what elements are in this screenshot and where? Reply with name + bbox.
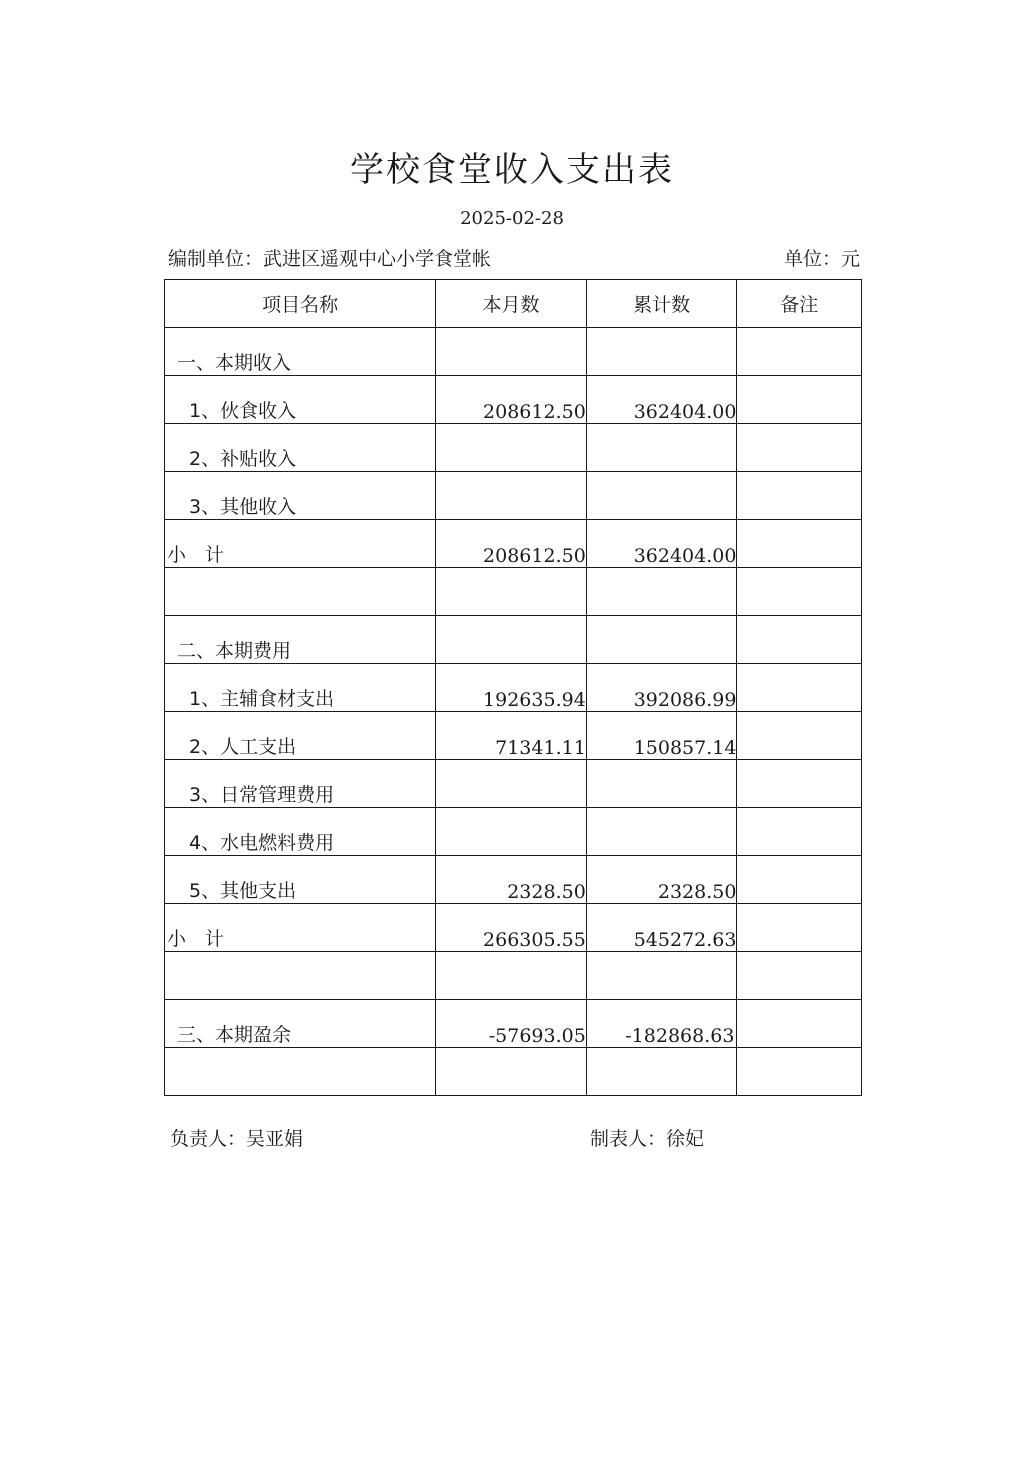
row-name-cell: 3、其他收入 bbox=[165, 472, 436, 520]
org-label: 编制单位： bbox=[168, 248, 264, 270]
responsible-name: 吴亚娟 bbox=[246, 1128, 304, 1150]
table-row bbox=[165, 904, 862, 952]
unit-value: 元 bbox=[840, 248, 860, 270]
row-month-cell: 192635.94 bbox=[436, 664, 587, 712]
row-note-cell bbox=[737, 856, 862, 904]
unit-label: 单位： bbox=[783, 248, 841, 270]
row-month-cell: 71341.11 bbox=[436, 712, 587, 760]
row-name-cell: 5、其他支出 bbox=[165, 856, 436, 904]
row-month-cell: 266305.55 bbox=[436, 904, 587, 952]
row-cumulative-cell bbox=[586, 952, 737, 1000]
row-name-cell: 三、本期盈余 bbox=[165, 1000, 436, 1048]
table-row bbox=[165, 1000, 862, 1048]
preparer-label: 制表人： bbox=[590, 1128, 667, 1150]
table-row bbox=[165, 520, 862, 568]
table-body bbox=[165, 328, 862, 1096]
row-name-cell: 1、伙食收入 bbox=[165, 376, 436, 424]
row-name-cell: 1、主辅食材支出 bbox=[165, 664, 436, 712]
report-title: 学校食堂收入支出表 bbox=[350, 150, 674, 190]
row-name-cell: 3、日常管理费用 bbox=[165, 760, 436, 808]
row-note-cell bbox=[737, 1048, 862, 1096]
row-note-cell bbox=[737, 520, 862, 568]
row-note-cell bbox=[737, 616, 862, 664]
table-row bbox=[165, 952, 862, 1000]
row-name-cell bbox=[165, 952, 436, 1000]
row-cumulative-cell bbox=[586, 760, 737, 808]
table-row bbox=[165, 856, 862, 904]
table-row bbox=[165, 328, 862, 376]
row-cumulative-cell bbox=[586, 424, 737, 472]
table-row bbox=[165, 808, 862, 856]
table-row bbox=[165, 1048, 862, 1096]
row-note-cell bbox=[737, 424, 862, 472]
table-row bbox=[165, 712, 862, 760]
row-name-cell: 小 计 bbox=[165, 904, 436, 952]
row-name-cell: 2、人工支出 bbox=[165, 712, 436, 760]
row-note-cell bbox=[737, 760, 862, 808]
row-name-cell bbox=[165, 1048, 436, 1096]
row-month-cell: 208612.50 bbox=[436, 520, 587, 568]
report-meta bbox=[168, 244, 860, 271]
row-cumulative-cell bbox=[586, 568, 737, 616]
table-header-row bbox=[165, 280, 862, 328]
preparer-person bbox=[590, 1124, 704, 1151]
row-month-cell bbox=[436, 424, 587, 472]
table-row bbox=[165, 616, 862, 664]
header-cumulative: 累计数 bbox=[586, 280, 737, 328]
row-cumulative-cell bbox=[586, 808, 737, 856]
row-cumulative-cell: 2328.50 bbox=[586, 856, 737, 904]
row-cumulative-cell bbox=[586, 616, 737, 664]
row-cumulative-cell: 392086.99 bbox=[586, 664, 737, 712]
responsible-person bbox=[170, 1124, 303, 1151]
unit-info bbox=[784, 244, 860, 271]
row-cumulative-cell bbox=[586, 328, 737, 376]
row-note-cell bbox=[737, 1000, 862, 1048]
row-note-cell bbox=[737, 568, 862, 616]
row-month-cell bbox=[436, 1048, 587, 1096]
row-name-cell: 2、补贴收入 bbox=[165, 424, 436, 472]
org-value: 武进区遥观中心小学食堂帐 bbox=[263, 248, 492, 270]
row-note-cell bbox=[737, 904, 862, 952]
header-item-name: 项目名称 bbox=[165, 280, 436, 328]
row-month-cell bbox=[436, 760, 587, 808]
row-note-cell bbox=[737, 712, 862, 760]
row-note-cell bbox=[737, 328, 862, 376]
row-month-cell: 208612.50 bbox=[436, 376, 587, 424]
responsible-label: 负责人： bbox=[170, 1128, 247, 1150]
header-note: 备注 bbox=[737, 280, 862, 328]
row-month-cell bbox=[436, 472, 587, 520]
row-name-cell bbox=[165, 568, 436, 616]
row-month-cell bbox=[436, 808, 587, 856]
row-note-cell bbox=[737, 952, 862, 1000]
preparer-name: 徐妃 bbox=[666, 1128, 705, 1150]
row-note-cell bbox=[737, 664, 862, 712]
row-month-cell bbox=[436, 952, 587, 1000]
row-cumulative-cell: -182868.63 bbox=[586, 1000, 737, 1048]
row-name-cell: 一、本期收入 bbox=[165, 328, 436, 376]
row-cumulative-cell: 545272.63 bbox=[586, 904, 737, 952]
row-cumulative-cell: 362404.00 bbox=[586, 520, 737, 568]
row-name-cell: 小 计 bbox=[165, 520, 436, 568]
row-name-cell: 4、水电燃料费用 bbox=[165, 808, 436, 856]
table-row bbox=[165, 472, 862, 520]
row-note-cell bbox=[737, 376, 862, 424]
row-month-cell bbox=[436, 616, 587, 664]
row-cumulative-cell: 150857.14 bbox=[586, 712, 737, 760]
income-expense-table bbox=[164, 279, 862, 1096]
header-month: 本月数 bbox=[436, 280, 587, 328]
row-note-cell bbox=[737, 808, 862, 856]
table-row bbox=[165, 664, 862, 712]
row-month-cell: 2328.50 bbox=[436, 856, 587, 904]
row-month-cell: -57693.05 bbox=[436, 1000, 587, 1048]
row-month-cell bbox=[436, 328, 587, 376]
row-cumulative-cell bbox=[586, 1048, 737, 1096]
table-row bbox=[165, 760, 862, 808]
row-cumulative-cell bbox=[586, 472, 737, 520]
row-month-cell bbox=[436, 568, 587, 616]
row-note-cell bbox=[737, 472, 862, 520]
row-name-cell: 二、本期费用 bbox=[165, 616, 436, 664]
row-cumulative-cell: 362404.00 bbox=[586, 376, 737, 424]
table-row bbox=[165, 424, 862, 472]
report-date: 2025-02-28 bbox=[460, 208, 564, 229]
table-row bbox=[165, 568, 862, 616]
table-row bbox=[165, 376, 862, 424]
